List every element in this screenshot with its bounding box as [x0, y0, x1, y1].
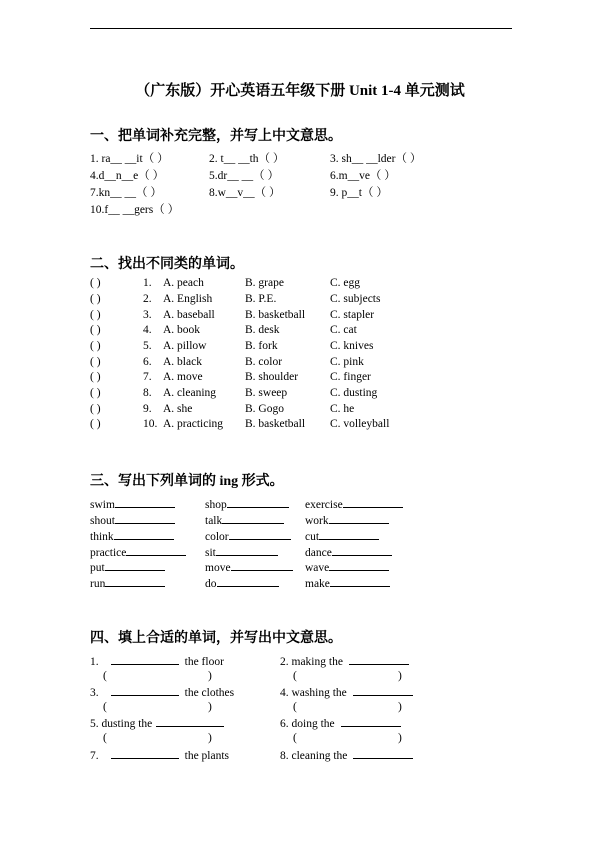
s3-word: think	[90, 531, 114, 543]
answer-blank[interactable]	[353, 748, 413, 759]
answer-blank[interactable]	[329, 560, 389, 571]
item-number: 1.	[90, 656, 99, 668]
answer-blank[interactable]	[111, 654, 179, 665]
s2-option-a: A. English	[163, 293, 213, 305]
s2-option-b: B. grape	[245, 277, 284, 289]
s2-option-a: A. pillow	[163, 340, 207, 352]
s2-option-a: A. peach	[163, 277, 204, 289]
answer-blank[interactable]	[222, 513, 284, 524]
section4-heading: 四、填上合适的单词，并写出中文意思。	[90, 631, 342, 646]
item-number: 4.	[280, 687, 289, 699]
s3-word: sit	[205, 547, 216, 559]
s3-item	[205, 560, 293, 574]
s2-option-b: B. desk	[245, 324, 280, 336]
answer-blank[interactable]	[217, 576, 279, 587]
s3-word: make	[305, 578, 330, 590]
section3-heading: 三、写出下列单词的 ing 形式。	[90, 474, 284, 489]
item-text: cleaning the	[291, 750, 348, 762]
item-text: doing the	[291, 718, 335, 730]
s4-right-entry	[280, 716, 401, 730]
s3-word: run	[90, 578, 106, 590]
s3-item	[90, 560, 165, 574]
s2-option-a: A. cleaning	[163, 387, 217, 399]
answer-blank[interactable]	[111, 685, 179, 696]
s3-word: dance	[305, 547, 332, 559]
answer-blank[interactable]	[353, 685, 413, 696]
s4-left-entry	[90, 654, 224, 668]
item-text: dusting the	[101, 718, 153, 730]
paren-open: (	[293, 670, 297, 682]
s2-answer-paren: ( )	[90, 309, 101, 321]
item-number: 2.	[280, 656, 289, 668]
section1-heading: 一、把单词补充完整，并写上中文意思。	[90, 129, 342, 144]
s2-answer-paren: ( )	[90, 293, 101, 305]
answer-blank[interactable]	[111, 748, 179, 759]
s2-option-b: B. P.E.	[245, 293, 277, 305]
s3-item	[90, 497, 175, 511]
s3-item	[90, 513, 175, 527]
paren-open: (	[103, 732, 107, 744]
s3-word: cut	[305, 531, 320, 543]
answer-blank[interactable]	[231, 560, 293, 571]
s2-item-number: 3.	[143, 309, 152, 321]
s2-option-c: C. he	[330, 403, 355, 415]
s3-item	[205, 545, 278, 559]
s2-option-c: C. volleyball	[330, 418, 390, 430]
s2-option-a: A. move	[163, 371, 203, 383]
s2-option-c: C. cat	[330, 324, 357, 336]
s3-word: talk	[205, 515, 223, 527]
s1-item-9: 9. p__t（ ）	[330, 187, 388, 199]
s2-option-a: A. baseball	[163, 309, 215, 321]
paren-close: )	[398, 701, 402, 713]
s2-answer-paren: ( )	[90, 371, 101, 383]
s2-item-number: 2.	[143, 293, 152, 305]
s3-item	[205, 497, 289, 511]
s2-option-b: B. fork	[245, 340, 278, 352]
s3-word: exercise	[305, 499, 343, 511]
item-text: the plants	[184, 750, 230, 762]
s2-option-b: B. basketball	[245, 309, 306, 321]
item-number: 6.	[280, 718, 289, 730]
answer-blank[interactable]	[156, 716, 224, 727]
item-number: 8.	[280, 750, 289, 762]
paren-open: (	[103, 670, 107, 682]
s2-item-number: 5.	[143, 340, 152, 352]
s1-item-3: 3. sh__ __lder（ ）	[330, 153, 422, 165]
answer-blank[interactable]	[105, 560, 165, 571]
s3-word: work	[305, 515, 329, 527]
paren-open: (	[293, 732, 297, 744]
s3-item	[305, 497, 403, 511]
s3-word: shout	[90, 515, 115, 527]
s2-item-number: 9.	[143, 403, 152, 415]
s2-option-b: B. shoulder	[245, 371, 299, 383]
paren-close: )	[398, 670, 402, 682]
paren-close: )	[208, 670, 212, 682]
answer-blank[interactable]	[332, 545, 392, 556]
answer-blank[interactable]	[319, 529, 379, 540]
answer-blank[interactable]	[229, 529, 291, 540]
paren-open: (	[293, 701, 297, 713]
s3-word: shop	[205, 499, 227, 511]
s2-option-c: C. stapler	[330, 309, 375, 321]
s2-item-number: 8.	[143, 387, 152, 399]
s3-word: color	[205, 531, 229, 543]
s2-option-c: C. knives	[330, 340, 374, 352]
s2-answer-paren: ( )	[90, 356, 101, 368]
s2-option-a: A. black	[163, 356, 202, 368]
item-number: 5.	[90, 718, 99, 730]
answer-blank[interactable]	[341, 716, 401, 727]
s3-item	[205, 513, 284, 527]
answer-blank[interactable]	[329, 513, 389, 524]
answer-blank[interactable]	[114, 529, 174, 540]
s1-item-8: 8.w__v__（ ）	[209, 187, 281, 199]
section2-heading: 二、找出不同类的单词。	[90, 257, 244, 272]
s2-option-c: C. subjects	[330, 293, 381, 305]
item-text: making the	[291, 656, 343, 668]
s2-answer-paren: ( )	[90, 340, 101, 352]
s2-item-number: 7.	[143, 371, 152, 383]
s3-word: wave	[305, 562, 330, 574]
s2-option-c: C. egg	[330, 277, 361, 289]
s4-left-entry	[90, 748, 229, 762]
s2-option-a: A. book	[163, 324, 201, 336]
item-text: washing the	[291, 687, 347, 699]
paren-close: )	[208, 732, 212, 744]
s4-right-entry	[280, 748, 413, 762]
answer-blank[interactable]	[216, 545, 278, 556]
s1-item-10: 10.f__ __gers（ ）	[90, 204, 180, 216]
s2-answer-paren: ( )	[90, 324, 101, 336]
paren-open: (	[103, 701, 107, 713]
s1-item-7: 7.kn__ __（ ）	[90, 187, 162, 199]
s2-answer-paren: ( )	[90, 387, 101, 399]
s2-item-number: 6.	[143, 356, 152, 368]
s2-option-c: C. finger	[330, 371, 371, 383]
s4-right-entry	[280, 685, 413, 699]
s3-item	[90, 576, 165, 590]
s4-left-entry	[90, 716, 224, 730]
s3-item	[305, 513, 389, 527]
s1-item-6: 6.m__ve（ ）	[330, 170, 396, 182]
answer-blank[interactable]	[126, 545, 186, 556]
s3-word: do	[205, 578, 217, 590]
s2-answer-paren: ( )	[90, 403, 101, 415]
s2-answer-paren: ( )	[90, 277, 101, 289]
s2-option-b: B. Gogo	[245, 403, 284, 415]
s3-word: put	[90, 562, 105, 574]
answer-blank[interactable]	[115, 497, 175, 508]
s2-option-c: C. dusting	[330, 387, 378, 399]
item-number: 7.	[90, 750, 99, 762]
s4-right-entry	[280, 654, 409, 668]
s1-item-5: 5.dr__ __（ ）	[209, 170, 279, 182]
s2-option-a: A. she	[163, 403, 193, 415]
item-text: the floor	[184, 656, 224, 668]
s3-item	[305, 576, 390, 590]
page-title: （广东版）开心英语五年级下册 Unit 1-4 单元测试	[135, 83, 465, 99]
s1-item-4: 4.d__n__e（ ）	[90, 170, 165, 182]
s3-item	[90, 529, 174, 543]
s1-item-2: 2. t__ __th（ ）	[209, 153, 285, 165]
s4-left-entry	[90, 685, 234, 699]
s2-answer-paren: ( )	[90, 418, 101, 430]
answer-blank[interactable]	[349, 654, 409, 665]
paren-close: )	[208, 701, 212, 713]
item-number: 3.	[90, 687, 99, 699]
s2-option-b: B. basketball	[245, 418, 306, 430]
paren-close: )	[398, 732, 402, 744]
answer-blank[interactable]	[343, 497, 403, 508]
s2-item-number: 10.	[143, 418, 158, 430]
s3-item	[305, 560, 389, 574]
answer-blank[interactable]	[227, 497, 289, 508]
s3-word: practice	[90, 547, 127, 559]
answer-blank[interactable]	[330, 576, 390, 587]
header-rule	[90, 28, 512, 29]
s3-item	[205, 529, 291, 543]
answer-blank[interactable]	[105, 576, 165, 587]
s2-option-a: A. practicing	[163, 418, 224, 430]
s2-item-number: 4.	[143, 324, 152, 336]
s2-option-c: C. pink	[330, 356, 364, 368]
s1-item-1: 1. ra__ __it（ ）	[90, 153, 169, 165]
s2-option-b: B. color	[245, 356, 283, 368]
s3-item	[305, 529, 379, 543]
s2-item-number: 1.	[143, 277, 152, 289]
s3-item	[90, 545, 186, 559]
answer-blank[interactable]	[115, 513, 175, 524]
s2-option-b: B. sweep	[245, 387, 288, 399]
s3-word: move	[205, 562, 231, 574]
s3-item	[305, 545, 392, 559]
item-text: the clothes	[184, 687, 235, 699]
s3-item	[205, 576, 279, 590]
s3-word: swim	[90, 499, 115, 511]
